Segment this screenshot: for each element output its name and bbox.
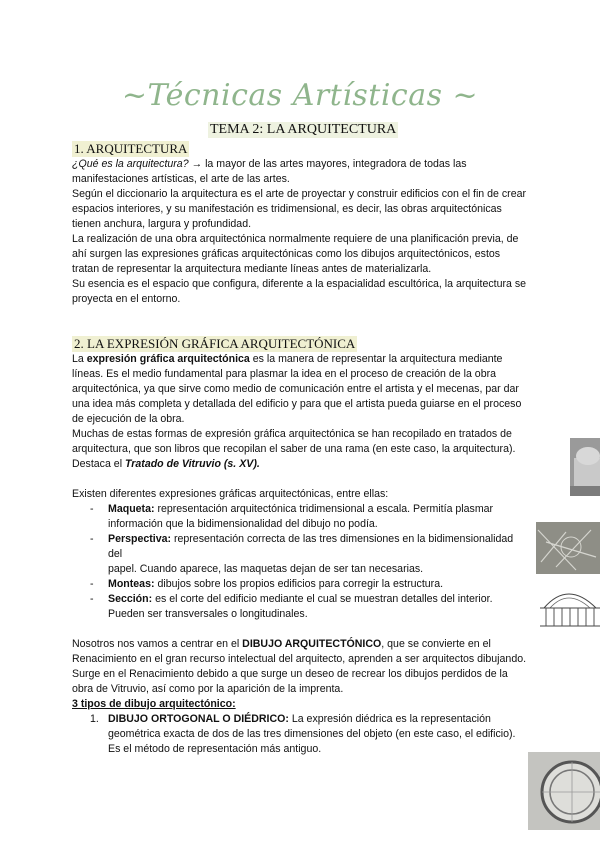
page-subtitle: TEMA 2: LA ARQUITECTURA: [210, 122, 397, 137]
list-item: [72, 712, 527, 757]
item-text: dibujos sobre los propios edificios para corregir la estructura.: [154, 578, 444, 590]
section-1-body: [72, 157, 527, 307]
s2-paragraph-3: Existen diferentes expresiones gráficas arquitectónicas, entre ellas:: [72, 488, 389, 500]
s2-p4-a: Nosotros nos vamos a centrar en el: [72, 638, 243, 650]
s1-question: ¿Qué es la arquitectura?: [72, 158, 189, 170]
seccion-thumbnail: [536, 578, 600, 630]
item-number: 1.: [90, 713, 99, 725]
montea-image-icon: [536, 522, 600, 574]
item-text-2: papel. Cuando aparece, las maquetas dejan de ser tan necesarias.: [108, 563, 424, 575]
list-item: [72, 532, 527, 577]
planta-image-icon: [528, 752, 600, 830]
s2-p4-term: DIBUJO ARQUITECTÓNICO: [242, 638, 382, 650]
list-item: [72, 502, 527, 532]
s2-p2-a: Muchas de estas formas de expresión gráfica arquitectónica se han recopilado en tratados de arquitectura, que son libros que recopilan el saber de una rama (en este caso, la arquitectura). Destaca el: [72, 428, 516, 470]
dash: -: [90, 578, 94, 590]
item-term: DIBUJO ORTOGONAL O DIÉDRICO:: [108, 713, 289, 725]
item-text: representación correcta de las tres dimensiones en la bidimensionalidad del: [108, 533, 514, 560]
list-item: [72, 577, 527, 592]
s1-p1-text: la mayor de las artes mayores, integradora de todas las manifestaciones artísticas, el arte de las artes.: [72, 158, 467, 185]
planta-thumbnail: [528, 752, 600, 830]
types-heading: 3 tipos de dibujo arquitectónico:: [72, 698, 236, 710]
expressions-list: [72, 502, 527, 622]
list-item: [72, 592, 527, 622]
dash: -: [90, 593, 94, 605]
blank-line: [72, 622, 527, 637]
montea-thumbnail: [536, 522, 600, 574]
s2-p1-a: La: [72, 353, 87, 365]
seccion-image-icon: [536, 578, 600, 630]
s1-paragraph-2b: espacios interiores, y su manifestación es tridimensional, es decir, las obras arquitectónicas tienen anchura, largura y profundidad.: [72, 203, 502, 230]
s1-paragraph-1: [72, 157, 527, 187]
s1-paragraph-2a: Según el diccionario la arquitectura es el arte de proyectar y construir edificios con el fin de crear: [72, 188, 527, 200]
dash: -: [90, 533, 94, 545]
types-list: [72, 712, 527, 757]
section-1-heading: 1. ARQUITECTURA: [74, 141, 188, 156]
item-text: representación arquitectónica tridimensional a escala. Permitía plasmar información que la bidimensionalidad del dibujo no podía.: [108, 503, 494, 530]
page-title: ~Técnicas Artísticas ~: [121, 78, 479, 113]
section-2-body: [72, 352, 527, 757]
maqueta-image-icon: [570, 438, 600, 496]
s1-paragraph-4: Su esencia es el espacio que configura, diferente a la espacialidad escultórica, la arquitectura se proyecta en el entorno.: [72, 278, 527, 305]
dash: -: [90, 503, 94, 515]
s2-p4-c: , que se convierte en el Renacimiento en el gran recurso intelectual del arquitecto, aprenden a ser arquitectos dibujando. Surge en el Renacimiento debido a que surge un deseo de recrear los dibujos perdidos de la obra de Vitruvio, así como por la aparición de la imprenta.: [72, 638, 527, 695]
item-text: La expresión diédrica es la representación geométrica exacta de dos de las tres dimensiones del objeto (en este caso, el edificio). Es el método de representación más antiguo.: [108, 713, 516, 755]
s2-p1-c: es la manera de representar la arquitectura mediante líneas. Es el medio fundamental para plasmar la idea en el proceso de creación de la obra arquitectónica, ya que sirve como medio de comunicación entre el artista y el mecenas, par dar una idea más completa y detallada del edificio y para que el artista pueda guiarse en el proceso de ejecución de la obra.: [72, 353, 522, 425]
arrow: →: [188, 158, 206, 170]
s2-p1-term: expresión gráfica arquitectónica: [86, 353, 250, 365]
s2-p2-treatise: Tratado de Vitruvio (s. XV).: [125, 458, 260, 470]
item-term: Perspectiva:: [108, 533, 172, 545]
s2-paragraph-4: [72, 637, 527, 697]
maqueta-thumbnail: [570, 438, 600, 496]
section-2-heading: 2. LA EXPRESIÓN GRÁFICA ARQUITECTÓNICA: [74, 336, 356, 351]
item-term: Sección:: [108, 593, 153, 605]
item-text: es el corte del edificio mediante el cual se muestran detalles del interior. Pueden ser transversales o longitudinales.: [108, 593, 493, 620]
s2-paragraph-1: [72, 352, 527, 427]
blank-line: [72, 472, 527, 487]
item-term: Monteas:: [108, 578, 155, 590]
item-term: Maqueta:: [108, 503, 155, 515]
s1-paragraph-3: La realización de una obra arquitectónica normalmente requiere de una planificación previa, de ahí surgen las expresiones gráficas arquitectónicas como los dibujos arquitectónicos, estos tratan de representar la arquitectura mediante líneas antes de materializarla.: [72, 233, 519, 275]
s2-paragraph-2: [72, 427, 527, 472]
